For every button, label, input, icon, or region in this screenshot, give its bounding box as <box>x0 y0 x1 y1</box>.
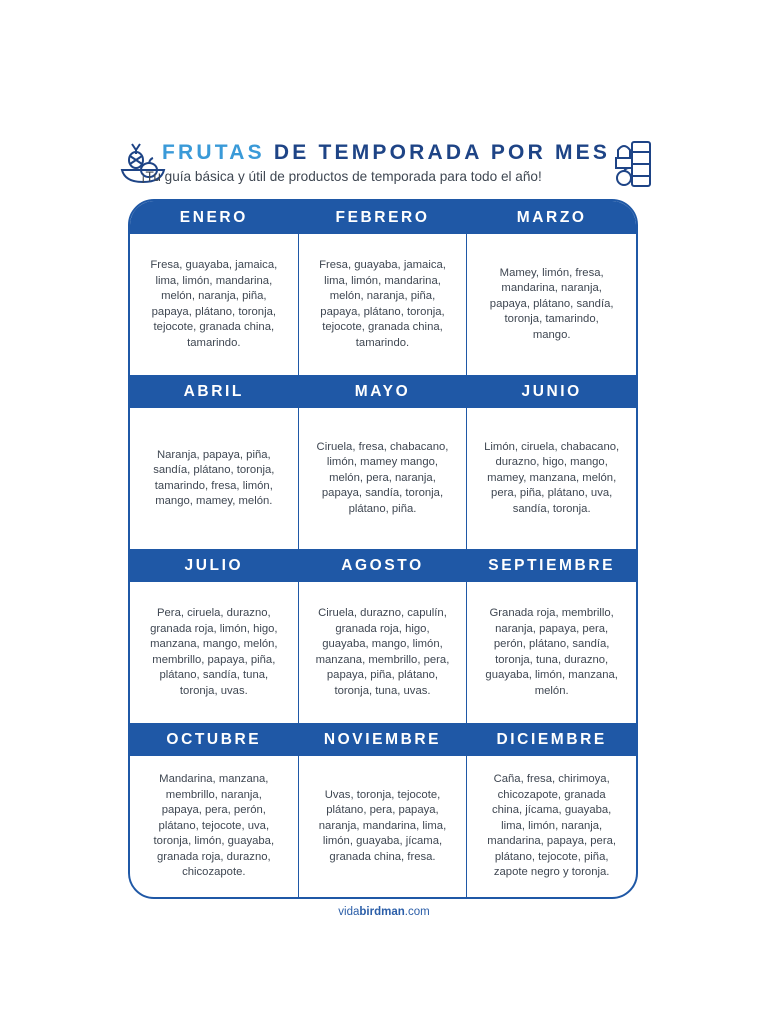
month-name: JUNIO <box>467 375 636 408</box>
fruit-list: Fresa, guayaba, jamaica, lima, limón, mandarina, melón, naranja, piña, papaya, plátano, toronja, tejocote, granada china, tamarindo. <box>150 259 278 349</box>
month-card-febrero <box>299 201 468 375</box>
site-domain: .com <box>404 906 430 918</box>
month-card-enero <box>130 201 299 375</box>
fruit-list: Ciruela, fresa, chabacano, limón, mamey mango, melón, pera, naranja, papaya, sandía, toronja, plátano, piña. <box>316 440 449 515</box>
month-name: MARZO <box>467 201 636 234</box>
fruit-list: Mamey, limón, fresa, mandarina, naranja, papaya, plátano, sandía, toronja, tamarindo, mango. <box>489 266 614 341</box>
month-card-septiembre <box>467 549 636 723</box>
month-card-junio <box>467 375 636 549</box>
site-name-part: vida <box>338 906 360 918</box>
month-name: NOVIEMBRE <box>299 723 467 756</box>
month-name: JULIO <box>130 549 298 582</box>
fruit-list: Caña, fresa, chirimoya, chicozapote, granada china, jícama, guayaba, lima, limón, naranja, mandarina, papaya, pera, plátano, tejocote, piña, zapote negro y toronja. <box>487 773 617 879</box>
fruit-list: Ciruela, durazno, capulín, granada roja, higo, guayaba, mango, limón, manzana, membrillo, pera, papaya, piña, plátano, toronja, tuna, uvas. <box>315 607 450 697</box>
month-name: MAYO <box>299 375 467 408</box>
title-main: DE TEMPORADA POR MES <box>273 141 611 164</box>
site-link[interactable] <box>0 906 768 918</box>
site-name-bold: birdman <box>359 906 405 918</box>
month-name: FEBRERO <box>299 201 467 234</box>
fruit-list: Naranja, papaya, piña, sandía, plátano, toronja, tamarindo, fresa, limón, mango, mamey, melón. <box>153 448 275 507</box>
month-card-agosto <box>299 549 468 723</box>
month-name: SEPTIEMBRE <box>467 549 636 582</box>
page-header <box>118 132 654 192</box>
page-subtitle: ¡Tu guía básica y útil de productos de temporada para todo el año! <box>141 169 542 184</box>
months-grid <box>128 199 638 899</box>
month-card-octubre <box>130 723 299 897</box>
month-card-julio <box>130 549 299 723</box>
fruit-list: Limón, ciruela, chabacano, durazno, higo, mango, mamey, manzana, melón, pera, piña, plátano, uva, sandía, toronja. <box>484 440 620 515</box>
month-name: ABRIL <box>130 375 298 408</box>
month-card-mayo <box>299 375 468 549</box>
fruit-list: Fresa, guayaba, jamaica, lima, limón, mandarina, melón, naranja, piña, papaya, plátano, toronja, tejocote, granada china, tamarindo. <box>319 259 446 349</box>
month-name: AGOSTO <box>299 549 467 582</box>
month-card-noviembre <box>299 723 468 897</box>
fruit-list: Uvas, toronja, tejocote, plátano, pera, papaya, naranja, mandarina, lima, limón, guayaba, jícama, granada china, fresa. <box>318 788 447 863</box>
month-name: OCTUBRE <box>130 723 298 756</box>
month-card-abril <box>130 375 299 549</box>
month-card-diciembre <box>467 723 636 897</box>
fruit-list: Pera, ciruela, durazno, granada roja, limón, higo, manzana, mango, melón, membrillo, papaya, piña, plátano, sandía, tuna, toronja, uvas. <box>150 607 278 697</box>
month-name: ENERO <box>130 201 298 234</box>
fruit-list: Mandarina, manzana, membrillo, naranja, papaya, pera, perón, plátano, tejocote, uva, toronja, limón, guayaba, granada roja, durazno, chicozapote. <box>153 773 275 879</box>
month-name: DICIEMBRE <box>467 723 636 756</box>
month-card-marzo <box>467 201 636 375</box>
title-accent: FRUTAS <box>162 141 265 164</box>
market-icon <box>612 136 654 188</box>
fruit-list: Granada roja, membrillo, naranja, papaya, pera, perón, plátano, sandía, toronja, tuna, durazno, guayaba, limón, manzana, melón. <box>485 607 618 697</box>
page-title <box>162 141 610 165</box>
